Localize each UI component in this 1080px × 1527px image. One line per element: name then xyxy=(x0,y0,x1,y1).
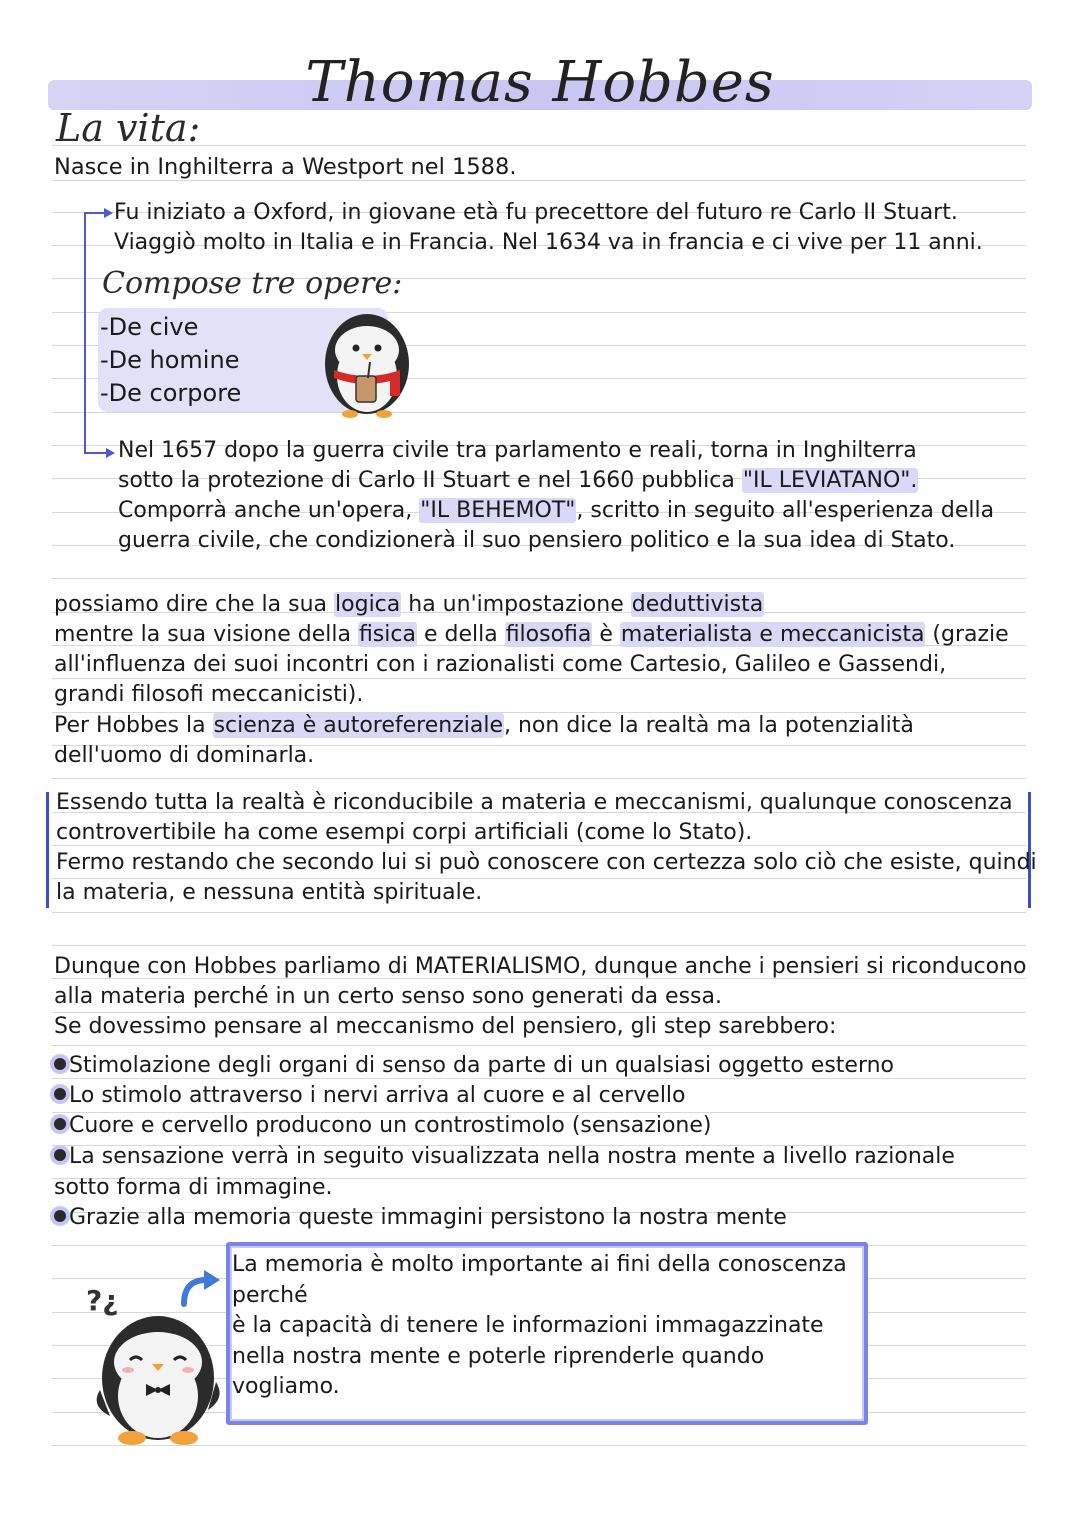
step-item: Cuore e cervello producono un controstimolo (sensazione) xyxy=(54,1111,711,1141)
materialism-line: Dunque con Hobbes parliamo di MATERIALISMO, dunque anche i pensieri si riconducono xyxy=(54,954,1027,979)
return-line: guerra civile, che condizionerà il suo pensiero politico e la sua idea di Stato. xyxy=(118,528,956,553)
reality-line: Essendo tutta la realtà è riconducibile a materia e meccanismi, qualunque conoscenza xyxy=(56,790,1013,815)
return-line: sotto la protezione di Carlo II Stuart e nel 1660 pubblica "IL LEVIATANO". xyxy=(118,468,918,493)
logic-line: dell'uomo di dominarla. xyxy=(54,743,315,768)
bullet-icon xyxy=(54,1210,66,1222)
return-line: Nel 1657 dopo la guerra civile tra parlamento e reali, torna in Inghilterra xyxy=(118,438,917,463)
logic-line: all'influenza dei suoi incontri con i razionalisti come Cartesio, Galileo e Gassendi, xyxy=(54,652,947,677)
page-title: Thomas Hobbes xyxy=(305,50,775,115)
works-heading: Compose tre opere: xyxy=(102,266,403,301)
timeline-connector xyxy=(84,212,86,454)
step-continuation: sotto forma di immagine. xyxy=(54,1175,333,1200)
oxford-line: Fu iniziato a Oxford, in giovane età fu precettore del futuro re Carlo II Stuart. xyxy=(114,200,958,225)
penguin-bowtie-sticker-icon xyxy=(96,1306,220,1446)
bullet-icon xyxy=(54,1088,66,1100)
step-item: La sensazione verrà in seguito visualizzata nella nostra mente a livello razionale xyxy=(54,1142,955,1172)
reality-line: la materia, e nessuna entità spirituale. xyxy=(56,880,483,905)
logic-line: grandi filosofi meccanicisti). xyxy=(54,682,364,707)
left-bar xyxy=(46,792,49,908)
work-item: -De cive xyxy=(100,313,199,341)
step-item: Lo stimolo attraverso i nervi arriva al cuore e al cervello xyxy=(54,1081,686,1111)
section-heading-la-vita: La vita: xyxy=(56,106,201,150)
materialism-line: Se dovessimo pensare al meccanismo del pensiero, gli step sarebbero: xyxy=(54,1014,837,1039)
step-item: Stimolazione degli organi di senso da parte di un qualsiasi oggetto esterno xyxy=(54,1051,894,1081)
intro-line: Nasce in Inghilterra a Westport nel 1588. xyxy=(54,154,517,180)
bullet-icon xyxy=(54,1118,66,1130)
bullet-icon xyxy=(54,1149,66,1161)
reality-line: Fermo restando che secondo lui si può conoscere con certezza solo ciò che esiste, quindi xyxy=(56,850,1037,875)
bullet-icon xyxy=(54,1058,66,1070)
work-item: -De corpore xyxy=(100,379,242,407)
highlight-leviatano: "IL LEVIATANO". xyxy=(742,468,918,493)
return-line: Comporrà anche un'opera, "IL BEHEMOT", scritto in seguito all'esperienza della xyxy=(118,498,995,523)
memory-callout-text: La memoria è molto importante ai fini della conoscenza perché è la capacità di tenere le informazioni immagazzinate nella nostra mente e poterle riprenderle quando vogliamo. xyxy=(232,1252,847,1399)
arrow-icon xyxy=(106,448,115,458)
work-item: -De homine xyxy=(100,346,240,374)
question-marks: ?¿ xyxy=(86,1284,119,1317)
oxford-line: Viaggiò molto in Italia e in Francia. Nel 1634 va in francia e ci vive per 11 anni. xyxy=(114,230,983,255)
step-item: Grazie alla memoria queste immagini persistono la nostra mente xyxy=(54,1203,787,1233)
logic-line: mentre la sua visione della fisica e della filosofia è materialista e meccanicista (grazie xyxy=(54,622,1009,647)
penguin-sticker-icon xyxy=(320,302,414,420)
highlight-behemot: "IL BEHEMOT" xyxy=(420,498,576,523)
logic-line: possiamo dire che la sua logica ha un'impostazione deduttivista xyxy=(54,592,764,617)
materialism-line: alla materia perché in un certo senso sono generati da essa. xyxy=(54,984,722,1009)
curved-arrow-icon xyxy=(176,1268,224,1308)
arrow-icon xyxy=(104,208,113,218)
logic-line: Per Hobbes la scienza è autoreferenziale, non dice la realtà ma la potenzialità xyxy=(54,713,914,738)
reality-line: controvertibile ha come esempi corpi artificiali (come lo Stato). xyxy=(56,820,753,845)
